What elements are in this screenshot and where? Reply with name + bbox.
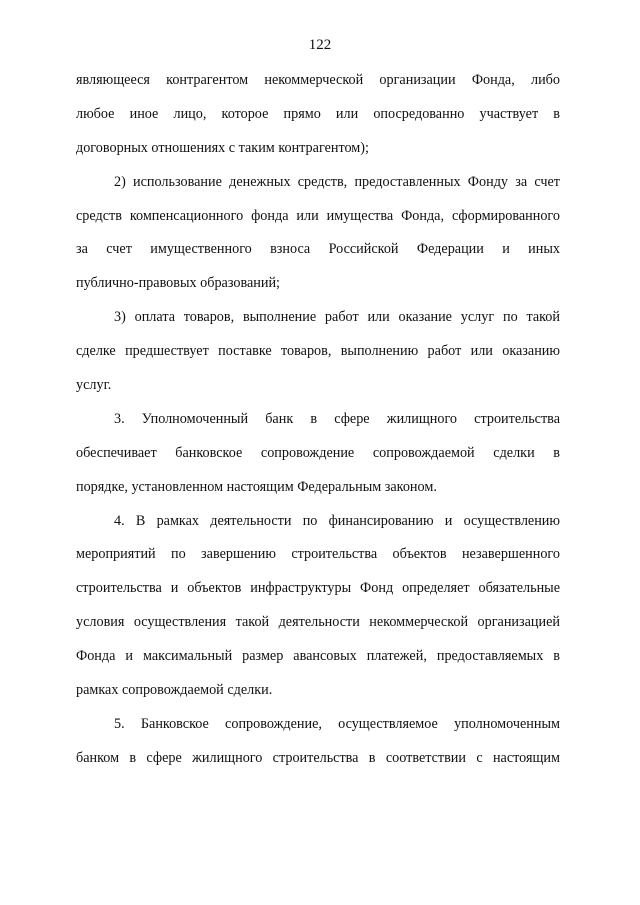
text-line: банком в сфере жилищного строительства в соответствии с настоящим: [76, 749, 560, 766]
text-line: 5. Банковское сопровождение, осуществляемое уполномоченным: [114, 715, 560, 732]
text-line: публично-правовых образований;: [76, 275, 280, 292]
text-line: порядке, установленном настоящим Федеральным законом.: [76, 478, 437, 495]
text-line: являющееся контрагентом некоммерческой организации Фонда, либо: [76, 72, 560, 88]
text-line: 4. В рамках деятельности по финансированию и осуществлению: [114, 512, 560, 529]
document-body: [76, 64, 560, 776]
text-line: 3. Уполномоченный банк в сфере жилищного строительства: [114, 410, 560, 427]
text-line: Фонда и максимальный размер авансовых платежей, предоставляемых в: [76, 648, 560, 665]
text-line: 2) использование денежных средств, предоставленных Фонду за счет: [114, 173, 560, 190]
text-line: средств компенсационного фонда или имущества Фонда, сформированного: [76, 207, 560, 224]
page-number: 122: [308, 37, 332, 53]
text-line: сделке предшествует поставке товаров, выполнению работ или оказанию: [76, 343, 560, 360]
text-line: условия осуществления такой деятельности некоммерческой организацией: [76, 614, 560, 631]
text-line: услуг.: [76, 377, 112, 394]
text-line: строительства и объектов инфраструктуры Фонд определяет обязательные: [76, 580, 560, 597]
text-line: мероприятий по завершению строительства объектов незавершенного: [76, 546, 560, 563]
text-line: обеспечивает банковское сопровождение сопровождаемой сделки в: [76, 444, 560, 461]
text-line: за счет имущественного взноса Российской Федерации и иных: [76, 241, 560, 258]
text-line: договорных отношениях с таким контрагентом);: [76, 139, 369, 156]
text-line: любое иное лицо, которое прямо или опосредованно участвует в: [76, 105, 560, 122]
text-line: 3) оплата товаров, выполнение работ или оказание услуг по такой: [114, 309, 560, 326]
text-line: рамках сопровождаемой сделки.: [76, 682, 273, 699]
